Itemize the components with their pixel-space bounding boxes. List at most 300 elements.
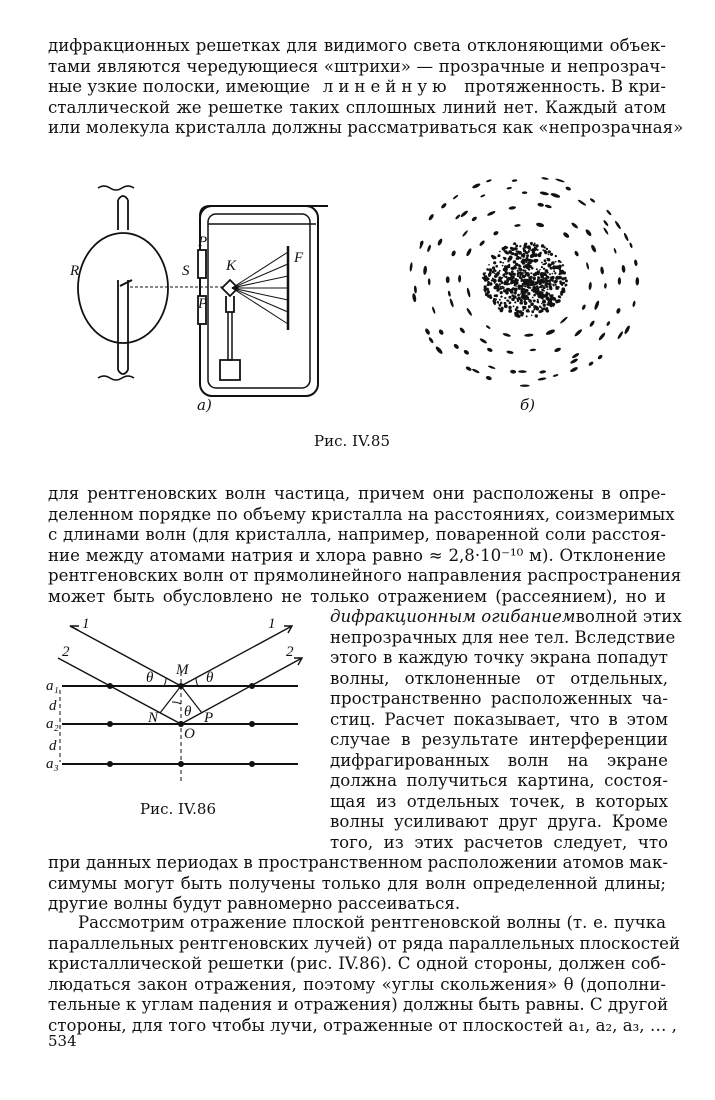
- laue-center-dot: [554, 272, 556, 274]
- laue-spot: [536, 222, 545, 228]
- laue-center-dot: [493, 262, 495, 264]
- laue-center-dot: [508, 296, 511, 299]
- laue-spot: [545, 204, 553, 209]
- laue-center-dot: [520, 277, 522, 279]
- laue-center-dot: [561, 284, 563, 286]
- laue-center-dot: [533, 256, 535, 258]
- laue-spot: [486, 347, 493, 353]
- laue-center-dot: [547, 272, 549, 274]
- laue-center-dot: [520, 302, 522, 304]
- laue-center-dot: [500, 291, 503, 294]
- laue-center-dot: [526, 272, 529, 275]
- laue-spot: [623, 232, 629, 241]
- laue-center-dot: [553, 285, 555, 287]
- label-P-top: P: [198, 234, 208, 250]
- laue-spot: [518, 370, 527, 373]
- laue-spot: [541, 177, 549, 180]
- laue-center-dot: [531, 315, 533, 317]
- laue-spot: [435, 346, 444, 355]
- laue-spot: [565, 186, 571, 191]
- laue-spot: [590, 244, 597, 253]
- laue-spot: [479, 240, 486, 247]
- laue-center-dot: [517, 315, 520, 318]
- laue-center-dot: [522, 306, 524, 308]
- laue-center-dot: [506, 247, 508, 249]
- laue-center-dot: [524, 243, 527, 246]
- laue-center-dot: [519, 268, 522, 271]
- text-line: непрозрачных для нее тел. Вследствие: [330, 627, 676, 647]
- laue-spot: [524, 333, 533, 337]
- laue-center-dot: [536, 259, 538, 261]
- laue-center-dot: [537, 279, 540, 282]
- laue-center-dot: [492, 266, 495, 269]
- laue-center-dot: [522, 272, 524, 274]
- laue-center-dot: [523, 262, 525, 264]
- laue-center-dot: [515, 282, 517, 284]
- laue-center-dot: [497, 302, 499, 304]
- laue-center-dot: [546, 303, 548, 305]
- laue-center-dot: [489, 268, 493, 272]
- laue-center-dot: [549, 273, 551, 275]
- laue-spot: [437, 238, 443, 246]
- laue-center-dot: [550, 267, 553, 270]
- laue-center-dot: [543, 246, 545, 248]
- text-line: должна получиться картина, состоя-: [330, 771, 668, 790]
- laue-spot: [462, 230, 469, 238]
- text-line: этого в каждую точку экрана попадут: [330, 648, 668, 667]
- laue-center-dot: [502, 286, 504, 288]
- laue-spot: [412, 293, 417, 302]
- lower-paragraph: [48, 853, 666, 915]
- laue-spot: [588, 361, 594, 367]
- text-line: тами являются чередующиеся «штрихи» — прозрачные и непрозрач-: [48, 56, 666, 76]
- laue-center-dot: [555, 284, 557, 286]
- laue-center-dot: [511, 270, 514, 273]
- laue-spot: [451, 250, 457, 257]
- laue-center-dot: [549, 279, 551, 281]
- text-fragment: ные узкие полоски, имеющие: [48, 77, 311, 96]
- laue-center-dot: [508, 272, 510, 274]
- laue-spot: [603, 227, 609, 235]
- laue-spot: [574, 328, 583, 337]
- laue-center-dot: [504, 280, 506, 282]
- laue-center-dot: [538, 302, 540, 304]
- laue-center-dot: [546, 275, 548, 277]
- laue-spot: [589, 197, 595, 203]
- laue-center-dot: [553, 270, 555, 272]
- laue-spot: [508, 206, 516, 210]
- figure-85a-label: а): [197, 396, 212, 414]
- laue-spot: [409, 262, 413, 272]
- laue-center-dot: [533, 294, 536, 297]
- emphasized-word: линейную: [322, 77, 452, 96]
- laue-spot: [480, 194, 486, 198]
- laue-center-dot: [493, 257, 495, 259]
- laue-spot: [512, 179, 518, 182]
- laue-spot: [419, 240, 424, 246]
- laue-center-dot: [550, 287, 552, 289]
- laue-center-dot: [510, 278, 513, 281]
- laue-center-dot: [517, 270, 519, 272]
- laue-spot: [447, 291, 451, 297]
- laue-center-dot: [513, 276, 515, 278]
- laue-center-dot: [533, 286, 536, 289]
- laue-center-dot: [541, 279, 543, 281]
- laue-center-dot: [505, 276, 508, 279]
- laue-spot: [438, 329, 445, 336]
- laue-center-dot: [528, 259, 532, 263]
- laue-center-dot: [526, 255, 529, 258]
- laue-spot: [604, 283, 607, 289]
- laue-center-dot: [482, 277, 484, 279]
- laue-spot: [465, 248, 472, 257]
- laue-center-dot: [516, 248, 518, 250]
- text-line: деленном порядке по объему кристалла на расстояниях, соизмеримых: [48, 504, 675, 524]
- side-paragraph: [330, 607, 682, 853]
- point-P-label: P: [204, 710, 214, 726]
- laue-spot: [424, 328, 431, 336]
- laue-center-dot: [495, 265, 498, 268]
- laue-spot: [623, 325, 630, 335]
- laue-spot: [459, 327, 466, 334]
- laue-center-dot: [524, 255, 526, 257]
- laue-center-dot: [504, 304, 508, 308]
- laue-spot: [588, 282, 592, 290]
- laue-center-dot: [504, 302, 507, 305]
- laue-center-dot: [523, 288, 525, 290]
- text-line: при данных периодах в пространственном расположении атомов мак-: [48, 853, 668, 872]
- laue-spot: [460, 210, 469, 218]
- laue-spot: [487, 210, 496, 217]
- text-line: или молекула кристалла должны рассматриваться как «непрозрачная»: [48, 118, 684, 137]
- laue-center-dot: [517, 299, 520, 302]
- text-line: [48, 77, 666, 98]
- laue-spot: [446, 276, 450, 283]
- laue-spot: [449, 298, 454, 308]
- laue-spot: [428, 213, 435, 221]
- laue-center-dot: [514, 312, 517, 315]
- laue-center-dot: [539, 269, 541, 271]
- laue-center-dot: [502, 265, 504, 267]
- laue-center-dot: [543, 307, 546, 310]
- laue-center-dot: [545, 262, 547, 264]
- laue-spot: [586, 262, 590, 270]
- laue-center-dot: [521, 295, 525, 299]
- theta-left-label: θ: [146, 670, 154, 686]
- laue-spot: [458, 275, 461, 283]
- laue-center-dot: [513, 242, 516, 245]
- text-line: рентгеновских волн от прямолинейного направления распространения: [48, 566, 682, 585]
- laue-center-dot: [499, 304, 502, 307]
- laue-center-dot: [518, 264, 521, 267]
- laue-center-dot: [499, 283, 501, 285]
- ray-1-out-label: 1: [268, 616, 276, 632]
- laue-center-dot: [532, 252, 534, 254]
- laue-center-dot: [535, 289, 537, 291]
- laue-center-dot: [525, 301, 527, 303]
- laue-center-dot: [514, 253, 517, 256]
- laue-center-dot: [514, 288, 518, 292]
- laue-center-dot: [558, 260, 561, 263]
- laue-center-dot: [552, 280, 554, 282]
- laue-spot: [571, 352, 580, 359]
- laue-center-dot: [500, 280, 502, 282]
- laue-center-dot: [526, 315, 528, 317]
- page-number: 534: [48, 1032, 77, 1050]
- figure-85b-laue-pattern: [400, 170, 650, 400]
- laue-center-dot: [508, 306, 511, 309]
- laue-spot: [471, 216, 478, 222]
- laue-center-dot: [542, 298, 544, 300]
- laue-spot: [606, 209, 612, 216]
- laue-spot: [440, 202, 447, 209]
- text-line: параллельных рентгеновских лучей) от ряда параллельных плоскостей: [48, 933, 681, 953]
- laue-spot: [554, 347, 562, 353]
- laue-center-dot: [541, 262, 543, 264]
- laue-center-dot: [558, 273, 560, 275]
- laue-center-dot: [497, 272, 500, 275]
- laue-center-dot: [525, 261, 527, 263]
- laue-center-dot: [523, 249, 525, 251]
- laue-center-dot: [559, 296, 561, 298]
- laue-center-dot: [526, 265, 528, 267]
- laue-spot: [539, 370, 546, 374]
- laue-center-dot: [514, 301, 516, 303]
- laue-center-dot: [554, 280, 557, 283]
- laue-center-dot: [520, 293, 522, 295]
- laue-center-dot: [541, 266, 543, 268]
- laue-center-dot: [563, 288, 565, 290]
- laue-center-dot: [491, 255, 494, 258]
- laue-center-dot: [513, 265, 516, 268]
- text-line: дифракционных решетках для видимого света отклоняющими объек-: [48, 36, 666, 55]
- laue-center-dot: [514, 284, 516, 286]
- laue-center-dot: [495, 298, 497, 300]
- figure-85a-apparatus: [60, 180, 320, 420]
- laue-spot: [466, 287, 471, 297]
- laue-center-dot: [523, 265, 526, 268]
- laue-spot: [621, 265, 626, 273]
- laue-center-dot: [499, 270, 501, 272]
- laue-center-dot: [502, 262, 504, 264]
- text-line: тельные к углам падения и отражения) должны быть равны. С другой: [48, 995, 669, 1014]
- text-line: щая из отдельных точек, в которых: [330, 791, 668, 811]
- text-line: людаться закон отражения, поэтому «углы скольжения» θ (дополни-: [48, 974, 666, 994]
- laue-spot: [472, 368, 481, 374]
- text-line: волны, отклоненные от отдельных,: [330, 668, 668, 688]
- laue-center-dot: [524, 275, 526, 277]
- laue-center-dot: [543, 268, 545, 270]
- laue-center-dot: [526, 310, 529, 313]
- laue-spot: [562, 231, 570, 239]
- laue-center-dot: [494, 294, 497, 297]
- text-line: симумы могут быть получены только для волн определенной длины;: [48, 873, 666, 893]
- laue-center-dot: [534, 243, 536, 245]
- laue-center-dot: [535, 273, 538, 276]
- laue-spot: [577, 199, 586, 206]
- laue-center-dot: [563, 282, 566, 285]
- laue-center-dot: [528, 252, 530, 254]
- laue-spot: [600, 266, 604, 274]
- laue-center-dot: [557, 286, 559, 288]
- laue-spot: [485, 325, 491, 330]
- laue-center-dot: [551, 294, 553, 296]
- laue-center-dot: [492, 278, 494, 280]
- laue-center-dot: [551, 261, 555, 265]
- laue-center-dot: [557, 276, 560, 279]
- label-K: K: [226, 258, 237, 274]
- laue-center-dot: [527, 245, 530, 248]
- laue-center-dot: [530, 302, 534, 306]
- laue-spot: [485, 375, 492, 381]
- laue-center-dot: [540, 291, 543, 294]
- laue-center-dot: [513, 305, 515, 307]
- text-line: дифрагированных волн на экране: [330, 750, 668, 770]
- laue-spot: [570, 358, 579, 365]
- laue-center-dot: [488, 274, 491, 277]
- laue-center-dot: [494, 275, 496, 277]
- laue-spot: [581, 304, 586, 311]
- laue-center-dot: [515, 285, 517, 287]
- laue-spot: [606, 321, 611, 327]
- laue-center-dot: [547, 289, 549, 291]
- laue-spot: [618, 277, 621, 285]
- laue-spot: [426, 244, 431, 252]
- laue-center-dot: [560, 270, 562, 272]
- laue-center-dot: [506, 299, 508, 301]
- text-line: кристаллической решетки (рис. IV.86). С одной стороны, должен соб-: [48, 954, 666, 973]
- laue-center-dot: [500, 302, 503, 305]
- laue-spot: [506, 350, 514, 354]
- text-line: ние между атомами натрия и хлора равно ≈ 2,8·10⁻¹⁰ м). Отклонение: [48, 545, 666, 565]
- laue-center-dot: [499, 251, 501, 253]
- laue-center-dot: [534, 247, 537, 250]
- laue-center-dot: [519, 257, 521, 259]
- laue-center-dot: [531, 242, 533, 244]
- laue-center-dot: [544, 277, 547, 280]
- laue-center-dot: [524, 270, 526, 272]
- middle-paragraph: [48, 484, 682, 607]
- laue-spot: [629, 242, 633, 248]
- laue-center-dot: [539, 281, 541, 283]
- figure-85-caption: Рис. IV.85: [314, 432, 391, 450]
- laue-center-dot: [486, 268, 489, 271]
- text-line: может быть обусловлено не только отражением (рассеянием), но и: [48, 586, 666, 606]
- laue-center-dot: [529, 265, 532, 268]
- laue-center-dot: [519, 245, 521, 247]
- laue-center-dot: [544, 250, 547, 253]
- plane-a2-label: a₂: [46, 716, 59, 732]
- laue-center-dot: [484, 286, 486, 288]
- text-line: стороны, для того чтобы лучи, отраженные от плоскостей a₁, a₂, a₃, … ,: [48, 1015, 677, 1035]
- laue-center-dot: [485, 278, 488, 281]
- laue-center-dot: [543, 286, 546, 289]
- italic-term: дифракционным огибанием: [330, 607, 576, 626]
- laue-center-dot: [494, 270, 496, 272]
- text-line: Рассмотрим отражение плоской рентгеновской волны (т. е. пучка: [78, 913, 666, 932]
- laue-center-dot: [550, 253, 553, 256]
- laue-spot: [428, 337, 434, 344]
- laue-center-dot: [543, 290, 545, 292]
- theta-right-label: θ: [206, 670, 214, 686]
- text-line: того, из этих расчетов следует, что: [330, 832, 668, 852]
- laue-spot: [569, 366, 578, 373]
- figure-86-caption: Рис. IV.86: [140, 800, 217, 818]
- laue-spot: [614, 220, 622, 230]
- point-M-label: M: [176, 662, 189, 678]
- laue-center-dot: [483, 272, 486, 275]
- laue-center-dot: [497, 287, 500, 290]
- laue-center-dot: [532, 267, 534, 269]
- laue-center-dot: [527, 292, 530, 295]
- laue-center-dot: [515, 245, 518, 248]
- laue-center-dot: [520, 313, 523, 316]
- laue-center-dot: [560, 281, 562, 283]
- label-R: R: [70, 263, 80, 279]
- laue-center-dot: [499, 261, 501, 263]
- laue-center-dot: [557, 299, 561, 303]
- laue-center-dot: [526, 295, 528, 297]
- laue-center-dot: [537, 276, 540, 279]
- laue-center-dot: [493, 301, 496, 304]
- laue-spot: [545, 328, 556, 336]
- laue-spot: [598, 332, 606, 341]
- laue-center-dot: [513, 295, 517, 299]
- laue-center-dot: [536, 268, 538, 270]
- label-S: S: [182, 263, 190, 279]
- laue-center-dot: [552, 273, 554, 275]
- laue-center-dot: [517, 258, 519, 260]
- laue-center-dot: [530, 276, 533, 279]
- laue-center-dot: [555, 261, 557, 263]
- laue-center-dot: [488, 283, 490, 285]
- laue-center-dot: [495, 283, 498, 286]
- text-fragment: протяженность. В кри-: [464, 77, 666, 96]
- laue-center-dot: [527, 285, 530, 288]
- laue-center-dot: [494, 279, 497, 282]
- laue-spot: [553, 374, 559, 378]
- laue-center-dot: [565, 284, 568, 287]
- laue-spot: [466, 307, 473, 316]
- laue-center-dot: [539, 252, 542, 255]
- laue-spot: [520, 385, 530, 387]
- spacing-d2-label: d: [49, 738, 57, 754]
- laue-spot: [488, 365, 496, 370]
- laue-center-dot: [532, 297, 534, 299]
- laue-spot: [559, 316, 568, 324]
- laue-center-dot: [528, 305, 531, 308]
- laue-spot: [479, 337, 488, 344]
- laue-center-dot: [546, 248, 548, 250]
- laue-center-dot: [498, 276, 501, 279]
- top-paragraph: [48, 36, 684, 139]
- laue-center-dot: [517, 251, 520, 254]
- ray-2-in-label: 2: [62, 644, 70, 660]
- laue-center-dot: [543, 303, 545, 305]
- laue-center-dot: [509, 301, 512, 304]
- laue-center-dot: [544, 301, 546, 303]
- laue-center-dot: [548, 254, 550, 256]
- laue-spot: [510, 369, 516, 374]
- text-line: случае в результате интерференции: [330, 730, 668, 749]
- laue-center-dot: [501, 277, 503, 279]
- laue-center-dot: [530, 262, 532, 264]
- spacing-d1-label: d: [49, 698, 57, 714]
- text-line: другие волны будут равномерно рассеиваться.: [48, 894, 461, 913]
- laue-spot: [589, 320, 596, 328]
- laue-center-dot: [488, 264, 490, 266]
- laue-center-dot: [544, 284, 547, 287]
